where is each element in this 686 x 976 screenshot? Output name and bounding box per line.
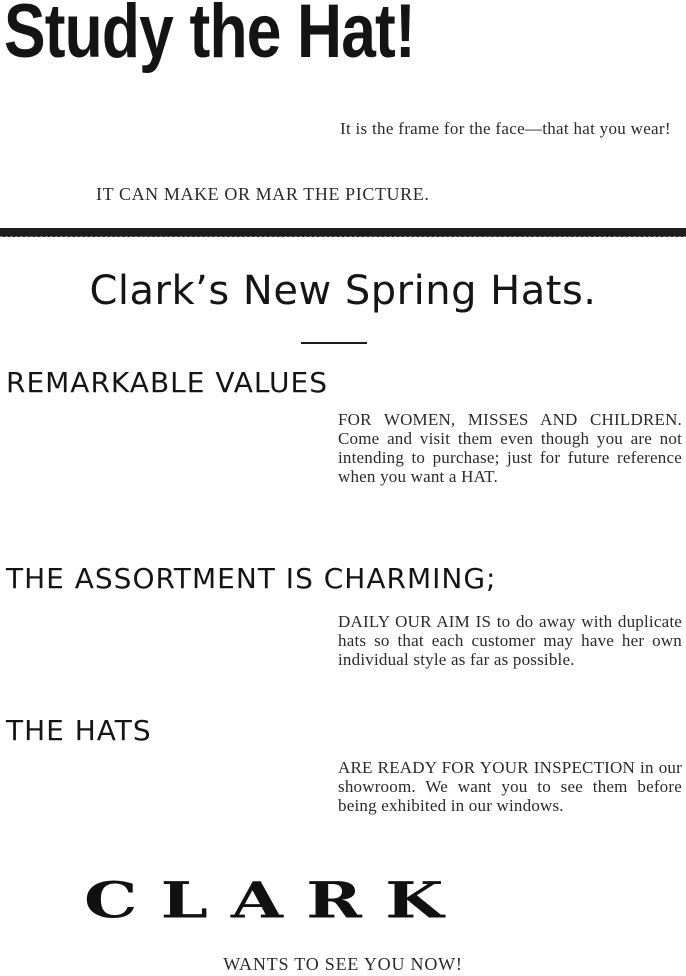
- headline: Study the Hat!: [4, 0, 415, 74]
- intro-text: It is the frame for the face—that hat you wear!: [340, 119, 671, 138]
- tagline: IT CAN MAKE OR MAR THE PICTURE.: [96, 184, 430, 204]
- section-body-assortment: DAILY OUR AIM IS to do away with duplicate hats so that each customer may have her own individual style as far as possible.: [338, 612, 682, 669]
- section-body-values: FOR WOMEN, MISSES AND CHILDREN. Come and visit them even though you are not intending to purchase; just for future reference when you want a HAT.: [338, 410, 682, 486]
- closing-line: WANTS TO SEE YOU NOW!: [223, 954, 463, 974]
- short-divider: [301, 342, 367, 344]
- divider-rule: [0, 228, 686, 237]
- subhead: Clark’s New Spring Hats.: [89, 268, 597, 314]
- clark-logo: CLARK: [84, 871, 467, 930]
- section-body-hats: ARE READY FOR YOUR INSPECTION in our showroom. We want you to see them before being exhibited in our windows.: [338, 758, 682, 815]
- section-heading-assortment: THE ASSORTMENT IS CHARMING;: [6, 562, 497, 595]
- section-heading-values: REMARKABLE VALUES: [6, 366, 329, 399]
- section-heading-hats: THE HATS: [6, 714, 152, 747]
